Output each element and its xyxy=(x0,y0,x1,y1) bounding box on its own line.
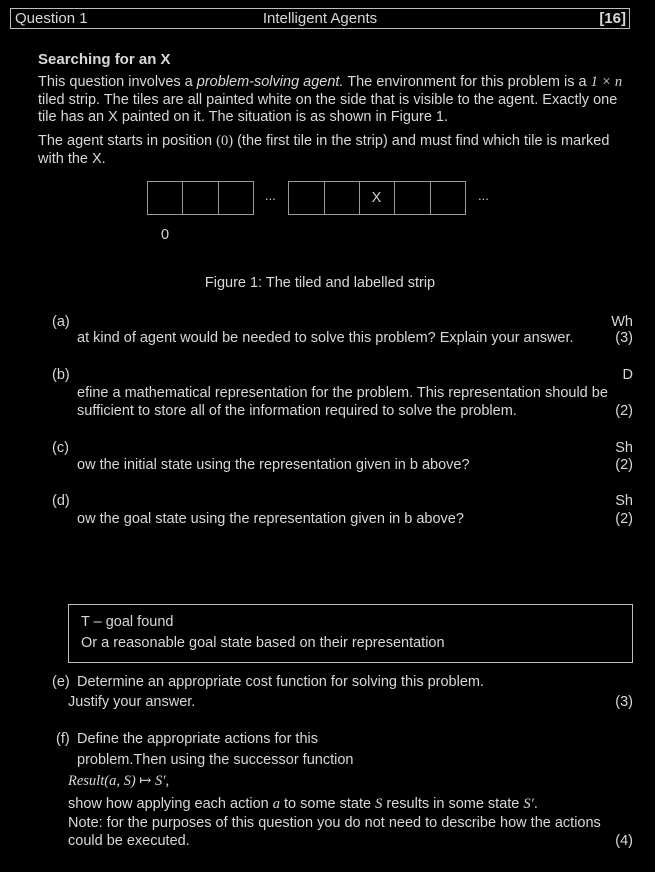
intro-text: tile has an X painted on it. The situation is as shown in Figure 1. xyxy=(38,109,449,125)
strip-dimension: 1 × n xyxy=(590,74,623,90)
question-d-label: (d) xyxy=(52,493,70,509)
question-b-text-2: sufficient to store all of the information required to solve the problem. xyxy=(77,403,517,419)
question-f-text-5: could be executed. xyxy=(68,833,190,849)
question-b-fragment: D xyxy=(622,367,633,383)
question-d-marks: (2) xyxy=(615,511,633,527)
math-variable: a xyxy=(272,796,280,812)
question-f-text-2: problem.Then using the successor function xyxy=(77,752,354,768)
question-a-text: at kind of agent would be needed to solve this problem? Explain your answer. xyxy=(77,330,574,346)
question-f-text: results in some state xyxy=(382,796,524,812)
question-c-fragment: Sh xyxy=(615,440,633,456)
tile-divider xyxy=(430,181,431,215)
question-number: Question 1 xyxy=(15,10,88,27)
answer-line-1: T – goal found xyxy=(81,614,174,630)
question-c-label: (c) xyxy=(52,440,69,456)
start-position: (0) xyxy=(216,133,234,149)
question-e-label: (e) xyxy=(52,674,70,690)
question-f-text: to some state xyxy=(280,796,376,812)
question-f-text-1: Define the appropriate actions for this xyxy=(77,731,318,747)
question-f-marks: (4) xyxy=(615,833,633,849)
x-marked-tile: X xyxy=(371,190,382,206)
tile-divider xyxy=(218,181,219,215)
question-e-marks: (3) xyxy=(615,694,633,710)
question-topic: Intelligent Agents xyxy=(262,10,378,27)
question-c-text: ow the initial state using the representation given in b above? xyxy=(77,457,470,473)
question-header xyxy=(10,8,630,29)
strip-ellipsis: ... xyxy=(265,188,276,203)
question-f-text-4: Note: for the purposes of this question you do not need to describe how the actions xyxy=(68,815,601,831)
figure-caption: Figure 1: The tiled and labelled strip xyxy=(204,275,436,291)
question-f-text-3 xyxy=(68,796,538,813)
intro-text: (the first tile in the strip) and must find which tile is marked xyxy=(233,133,610,149)
question-d-fragment: Sh xyxy=(615,493,633,509)
question-a-label: (a) xyxy=(52,314,70,330)
strip-segment-1 xyxy=(147,181,254,215)
section-heading: Searching for an X xyxy=(38,51,171,68)
question-a-marks: (3) xyxy=(615,330,633,346)
successor-function-formula: Result(a, S) ↦ S′, xyxy=(68,773,170,789)
question-e-text-2: Justify your answer. xyxy=(68,694,196,710)
math-variable: S xyxy=(375,796,383,812)
intro-text: The environment for this problem is a xyxy=(343,74,591,90)
intro-text: tiled strip. The tiles are all painted white on the side that is visible to the agent. Exactly one xyxy=(38,91,618,108)
intro-text: The agent starts in position xyxy=(38,133,217,149)
question-f-text: . xyxy=(533,796,538,812)
question-b-marks: (2) xyxy=(615,403,633,419)
strip-ellipsis: ... xyxy=(478,188,489,203)
question-total-marks: [16] xyxy=(599,10,626,27)
answer-line-2: Or a reasonable goal state based on their representation xyxy=(81,635,445,651)
question-e-text-1: Determine an appropriate cost function for solving this problem. xyxy=(77,674,485,690)
tile-divider xyxy=(324,181,325,215)
question-a-fragment: Wh xyxy=(611,314,633,330)
intro-text: This question involves a xyxy=(38,74,197,90)
tile-index-label: 0 xyxy=(161,227,170,243)
intro-emphasis: problem-solving agent. xyxy=(196,74,344,90)
intro-paragraph-1 xyxy=(38,74,634,127)
tile-divider xyxy=(394,181,395,215)
math-variable: S′ xyxy=(523,796,534,812)
intro-text: with the X. xyxy=(38,150,106,167)
answer-box xyxy=(68,604,633,663)
question-d-text: ow the goal state using the representation given in b above? xyxy=(77,511,464,527)
question-c-marks: (2) xyxy=(615,457,633,473)
question-b-label: (b) xyxy=(52,367,70,383)
question-f-text: show how applying each action xyxy=(68,796,273,812)
question-b-text-1: efine a mathematical representation for the problem. This representation should be xyxy=(77,385,608,401)
tile-divider xyxy=(182,181,183,215)
intro-paragraph-2 xyxy=(38,133,634,168)
question-f-label: (f) xyxy=(56,731,70,747)
